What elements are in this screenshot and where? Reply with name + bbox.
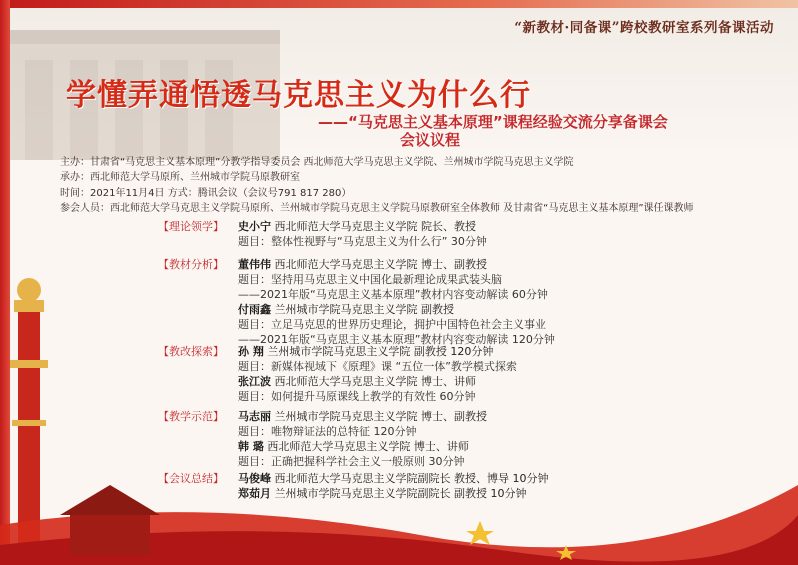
section-tag: 【教改探索】 bbox=[158, 345, 224, 358]
agenda-line: 孙 翔 兰州城市学院马克思主义学院 副教授 120分钟 bbox=[238, 345, 494, 358]
agenda-line: ——2021年版“马克思主义基本原理”教材内容变动解读 120分钟 bbox=[238, 333, 555, 346]
agenda-line: 董伟伟 西北师范大学马克思主义学院 博士、副教授 bbox=[238, 258, 487, 271]
agenda-line: 题目：唯物辩证法的总特征 120分钟 bbox=[238, 425, 417, 438]
section-tag: 【教材分析】 bbox=[158, 258, 224, 271]
agenda-line: 题目：坚持用马克思主义中国化最新理论成果武装头脑 bbox=[238, 273, 502, 286]
agenda-line: 付雨鑫 兰州城市学院马克思主义学院 副教授 bbox=[238, 303, 454, 316]
page-title: 学懂弄通悟透马克思主义为什么行 bbox=[66, 78, 531, 113]
info-time: 时间：2021年11月4日 方式：腾讯会议（会议号791 817 280） bbox=[60, 188, 352, 199]
section-tag: 【会议总结】 bbox=[158, 472, 224, 485]
agenda-line: 史小宁 西北师范大学马克思主义学院 院长、教授 bbox=[238, 220, 476, 233]
agenda-heading: 会议议程 bbox=[400, 131, 461, 149]
agenda-line: 题目：整体性视野与“马克思主义为什么行” 30分钟 bbox=[238, 235, 487, 248]
agenda-line: 题目：新媒体视域下《原理》课 “五位一体”教学模式探索 bbox=[238, 360, 517, 373]
agenda-line: 题目：正确把握科学社会主义一般原则 30分钟 bbox=[238, 455, 465, 468]
page-subtitle: ——“马克思主义基本原理”课程经验交流分享备课会 bbox=[318, 113, 668, 131]
agenda-line: 题目：如何提升马原课线上教学的有效性 60分钟 bbox=[238, 390, 476, 403]
info-participants: 参会人员：西北师范大学马克思主义学院马原所、兰州城市学院马克思主义学院马原教研室全体教师 及甘肃省“马克思主义基本原理”课任课教师 bbox=[60, 203, 694, 214]
top-red-border bbox=[0, 0, 798, 8]
info-host: 主办：甘肃省“马克思主义基本原理”分教学指导委员会 西北师范大学马克思主义学院、兰州城市学院马克思主义学院 bbox=[60, 157, 574, 168]
agenda-line: 题目：立足马克思的世界历史理论，拥护中国特色社会主义事业 bbox=[238, 318, 546, 331]
info-organizer: 承办：西北师范大学马原所、兰州城市学院马原教研室 bbox=[60, 172, 300, 183]
agenda-line: 郑茹月 兰州城市学院马克思主义学院副院长 副教授 10分钟 bbox=[238, 487, 527, 500]
agenda-line: 韩 璐 西北师范大学马克思主义学院 博士、讲师 bbox=[238, 440, 469, 453]
agenda-line: ——2021年版“马克思主义基本原理”教材内容变动解读 60分钟 bbox=[238, 288, 548, 301]
agenda-line: 张江波 西北师范大学马克思主义学院 博士、讲师 bbox=[238, 375, 476, 388]
section-tag: 【理论领学】 bbox=[158, 220, 224, 233]
section-tag: 【教学示范】 bbox=[158, 410, 224, 423]
agenda-line: 马志丽 兰州城市学院马克思主义学院 博士、副教授 bbox=[238, 410, 487, 423]
activity-series-title: “新教材·同备课”跨校教研室系列备课活动 bbox=[514, 20, 774, 36]
agenda-line: 马俊峰 西北师范大学马克思主义学院副院长 教授、博导 10分钟 bbox=[238, 472, 549, 485]
